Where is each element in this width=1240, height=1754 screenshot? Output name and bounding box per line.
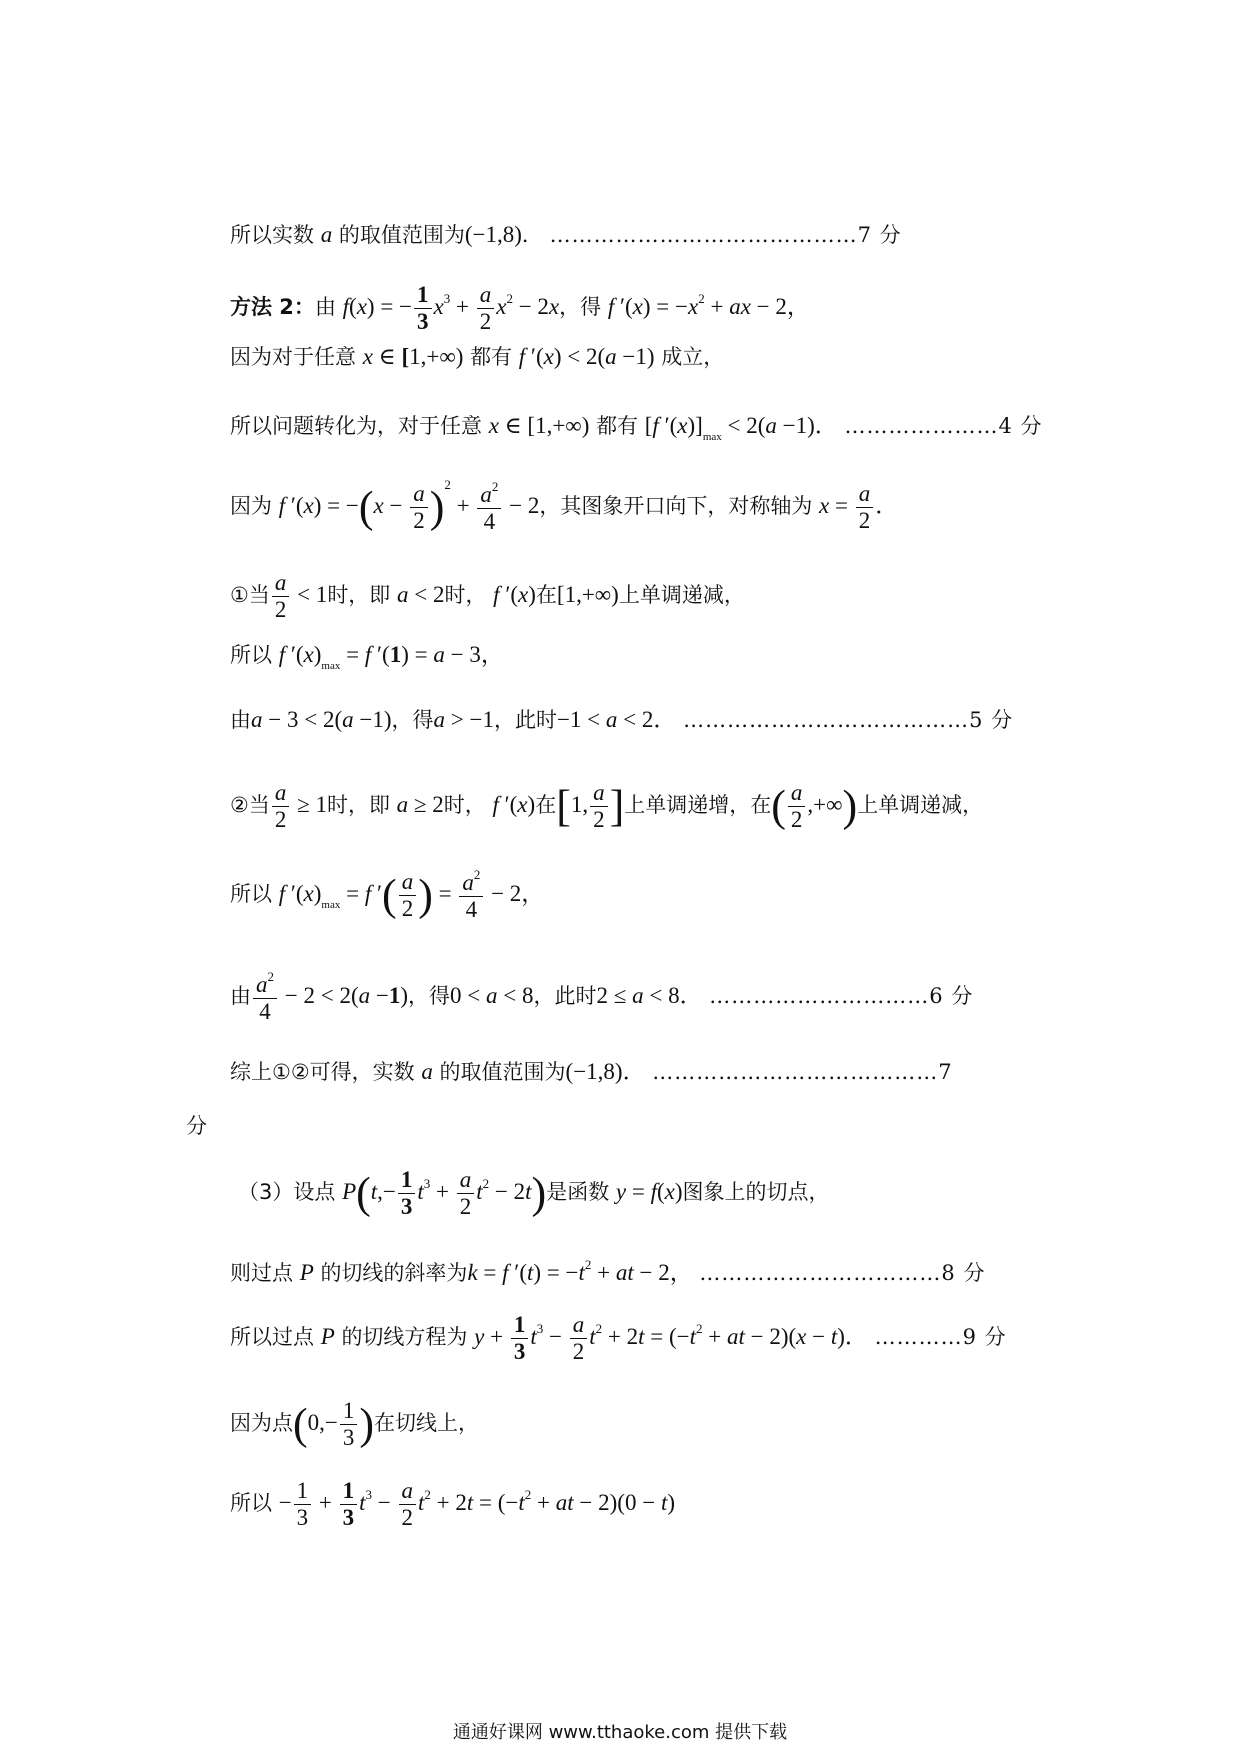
solution-line-1: 所以实数 a 的取值范围为(−1,8)． ……………………………………7 分 <box>230 222 902 247</box>
solution-line-7: 所以 f $'(x)_{max} = f$ ′(1) = a − 3， <box>230 642 504 672</box>
part-3-line: （3）设点 P(t,− $\frac{1}{3}$ $t^3$ + $\frac{a}{2}$ $t^2 - 2t$)是函数 y = f(x)图象上的切点， <box>238 1167 830 1220</box>
derivative-formula: f $'(x) = -x^2$ + ax − 2， <box>607 291 810 320</box>
solution-line-14: 则过点 P 的切线的斜率为k = f $'(t) = -t^2$ + at − 2， ……………………………8 分 <box>230 1257 986 1285</box>
solution-line-3: 因为对于任意 x ∈ [1,+∞) 都有 f ′(x) < 2(a −1) 成立， <box>230 344 725 369</box>
summary-line: 综上①②可得，实数 a 的取值范围为(−1,8)． …………………………………7 <box>230 1059 953 1084</box>
function-definition: f(x) = − $\frac{1}{3}$ $x^3$ + $\frac{a}{2}$ $x^2 - 2x$ <box>342 282 560 335</box>
solution-line-15: 所以过点 P 的切线方程为 y + $\frac{1}{3}$ $t^3$ − $\frac{a}{2}$ $t^2 + 2t = (-t^2$ + at − 2)(x − t)． …………9 分 <box>230 1312 1007 1365</box>
case-1-line: ①当 $\frac{a}{2}$ < 1时，即 a < 2时， f ′(x)在[1,+∞)上单调递减， <box>230 570 745 623</box>
page-footer: 通通好课网 www.tthaoke.com 提供下载 <box>452 1722 788 1743</box>
summary-score-wrap: 分 <box>186 1114 207 1138</box>
solution-line-8: 由a − 3 < 2(a −1)，得a > −1，此时−1 < a < 2． …………………………………5 分 <box>230 707 1014 732</box>
method-2-line: 方法 2：由 f(x) = − $\frac{1}{3}$ $x^3$ + $\frac{a}{2}$ $x^2 - 2x$，得 f $'(x) = -x^2$ + ax − 2， <box>230 282 810 335</box>
solution-line-17: 所以 − $\frac{1}{3}$ + $\frac{1}{3}$ $t^3$ − $\frac{a}{2}$ $t^2 + 2t = (-t^2$ + at − 2)(0 − t) <box>230 1478 675 1531</box>
solution-line-4: 所以问题转化为，对于任意 x ∈ [1,+∞) 都有 [f $'(x)]_{max} < 2(a -1)$． …………………4 分 <box>230 413 1043 443</box>
solution-line-16: 因为点(0,− $\frac{1}{3}$ )在切线上， <box>230 1398 480 1451</box>
solution-line-10: 所以 f $'(x)_{max} = f$ ′( $\frac{a}{2}$ ) = $\frac{a^2}{4}$ − 2， <box>230 867 545 923</box>
case-2-line: ②当 $\frac{a}{2}$ ≥ 1时，即 a ≥ 2时， f ′(x)在[1, $\frac{a}{2}$ ]上单调递增，在( $\frac{a}{2}$ ,+∞)上单调递减， <box>230 780 984 833</box>
solution-line-11: 由 $\frac{a^2}{4}$ − 2 < 2(a −1)，得0 < a < 8，此时2 ≤ a < 8． …………………………6 分 <box>230 969 974 1025</box>
solution-line-5: 因为 f ′(x) = −(x − $\frac{a}{2}$ )$^2$ + $\frac{a^2}{4}$ − 2，其图象开口向下，对称轴为 x = $\frac{a}{2}$ ． <box>230 477 899 535</box>
